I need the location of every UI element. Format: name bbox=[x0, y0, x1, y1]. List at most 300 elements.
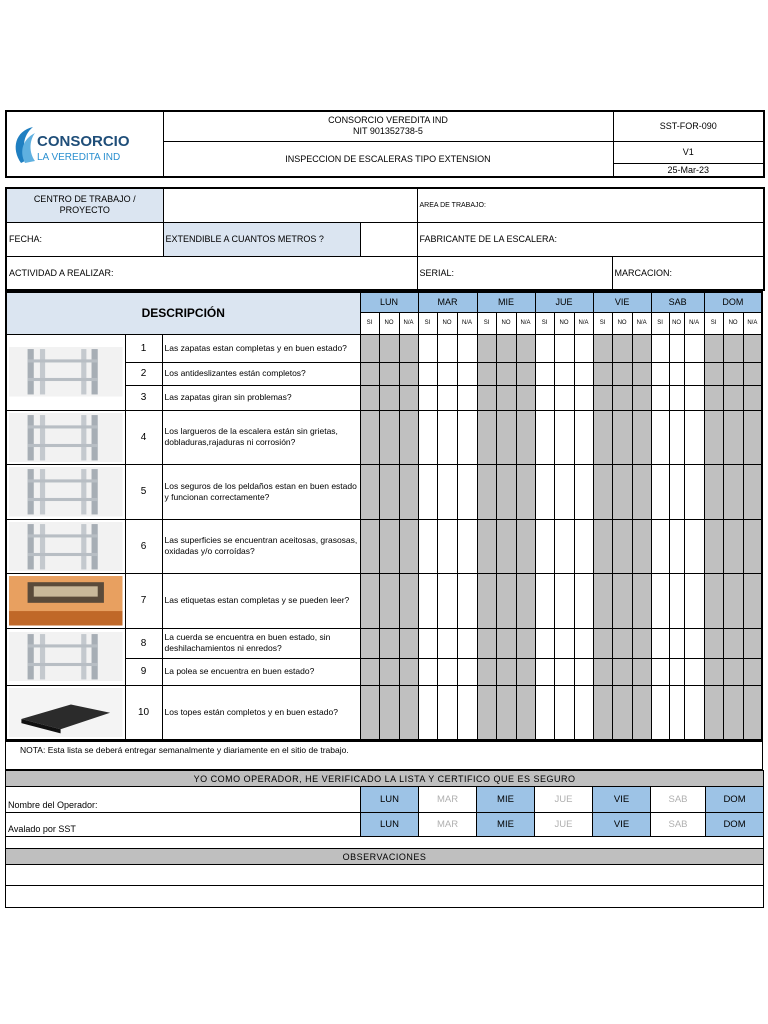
check-cell-dom-no[interactable] bbox=[723, 410, 743, 465]
sub-header-no: NO bbox=[496, 312, 516, 334]
check-cell-lun-no[interactable] bbox=[379, 519, 399, 574]
check-cell-dom-na[interactable] bbox=[743, 334, 762, 362]
check-cell-sab-no[interactable] bbox=[669, 385, 684, 410]
check-cell-mar-si[interactable] bbox=[418, 465, 437, 520]
check-cell-lun-na[interactable] bbox=[399, 685, 418, 740]
check-cell-jue-no[interactable] bbox=[554, 465, 574, 520]
check-cell-vie-no[interactable] bbox=[612, 465, 632, 520]
actividad-label[interactable]: ACTIVIDAD A REALIZAR: bbox=[6, 256, 417, 290]
nota-section bbox=[5, 741, 763, 770]
check-cell-mar-na[interactable] bbox=[457, 410, 477, 465]
company-logo bbox=[6, 111, 163, 177]
checklist-grid bbox=[5, 291, 763, 741]
check-cell-mar-na[interactable] bbox=[457, 685, 477, 740]
check-cell-dom-si[interactable] bbox=[704, 685, 723, 740]
check-cell-dom-na[interactable] bbox=[743, 574, 762, 629]
fabricante-label[interactable]: FABRICANTE DE LA ESCALERA: bbox=[417, 222, 764, 256]
check-cell-lun-na[interactable] bbox=[399, 465, 418, 520]
check-cell-jue-si[interactable] bbox=[535, 574, 554, 629]
checklist-row bbox=[6, 574, 762, 629]
check-cell-jue-na[interactable] bbox=[574, 658, 593, 685]
check-cell-sab-no[interactable] bbox=[669, 574, 684, 629]
check-cell-sab-si[interactable] bbox=[651, 385, 669, 410]
check-cell-dom-na[interactable] bbox=[743, 385, 762, 410]
signature-day-dom[interactable]: DOM bbox=[706, 787, 764, 813]
signature-day-lun[interactable]: LUN bbox=[361, 813, 419, 837]
check-cell-dom-si[interactable] bbox=[704, 658, 723, 685]
signature-day-jue[interactable]: JUE bbox=[535, 787, 593, 813]
check-cell-mar-na[interactable] bbox=[457, 628, 477, 658]
sub-header-si: SI bbox=[477, 312, 496, 334]
check-cell-mie-no[interactable] bbox=[496, 685, 516, 740]
check-cell-jue-no[interactable] bbox=[554, 628, 574, 658]
check-cell-lun-no[interactable] bbox=[379, 334, 399, 362]
check-cell-lun-si[interactable] bbox=[360, 385, 379, 410]
sub-header-no: NO bbox=[612, 312, 632, 334]
check-cell-sab-na[interactable] bbox=[684, 362, 704, 385]
check-cell-sab-na[interactable] bbox=[684, 334, 704, 362]
company-name: CONSORCIO VEREDITA IND bbox=[328, 115, 448, 126]
check-cell-mar-si[interactable] bbox=[418, 362, 437, 385]
check-cell-lun-si[interactable] bbox=[360, 658, 379, 685]
check-cell-lun-na[interactable] bbox=[399, 410, 418, 465]
check-cell-vie-no[interactable] bbox=[612, 334, 632, 362]
check-cell-lun-si[interactable] bbox=[360, 574, 379, 629]
check-cell-vie-si[interactable] bbox=[593, 385, 612, 410]
check-cell-jue-no[interactable] bbox=[554, 385, 574, 410]
ladder-photo-icon bbox=[9, 632, 123, 682]
check-cell-mar-na[interactable] bbox=[457, 519, 477, 574]
item-description: Las etiquetas estan completas y se pueden leer? bbox=[162, 574, 360, 629]
check-cell-vie-no[interactable] bbox=[612, 628, 632, 658]
check-cell-sab-na[interactable] bbox=[684, 410, 704, 465]
check-cell-mie-si[interactable] bbox=[477, 334, 496, 362]
check-cell-jue-si[interactable] bbox=[535, 410, 554, 465]
signature-day-mie[interactable]: MIE bbox=[477, 787, 535, 813]
check-cell-vie-si[interactable] bbox=[593, 658, 612, 685]
check-cell-jue-na[interactable] bbox=[574, 465, 593, 520]
item-number: 8 bbox=[125, 628, 162, 658]
check-cell-mie-si[interactable] bbox=[477, 574, 496, 629]
check-cell-jue-no[interactable] bbox=[554, 658, 574, 685]
signature-day-sab[interactable]: SAB bbox=[651, 787, 706, 813]
check-cell-jue-na[interactable] bbox=[574, 574, 593, 629]
check-cell-jue-si[interactable] bbox=[535, 628, 554, 658]
check-cell-dom-no[interactable] bbox=[723, 334, 743, 362]
operador-label[interactable]: Nombre del Operador: bbox=[6, 787, 361, 813]
check-cell-sab-si[interactable] bbox=[651, 334, 669, 362]
item-description: Los seguros de los peldaños estan en buen estado y funcionan correctamente? bbox=[162, 465, 360, 520]
check-cell-dom-si[interactable] bbox=[704, 628, 723, 658]
check-cell-mie-na[interactable] bbox=[516, 362, 535, 385]
check-cell-vie-no[interactable] bbox=[612, 574, 632, 629]
check-cell-jue-si[interactable] bbox=[535, 519, 554, 574]
check-cell-lun-na[interactable] bbox=[399, 519, 418, 574]
check-cell-mie-na[interactable] bbox=[516, 658, 535, 685]
check-cell-lun-no[interactable] bbox=[379, 362, 399, 385]
check-cell-mie-na[interactable] bbox=[516, 628, 535, 658]
check-cell-vie-si[interactable] bbox=[593, 334, 612, 362]
check-cell-vie-na[interactable] bbox=[632, 410, 651, 465]
cert-statement: YO COMO OPERADOR, HE VERIFICADO LA LISTA Y CERTIFICO QUE ES SEGURO bbox=[6, 771, 764, 787]
check-cell-mar-na[interactable] bbox=[457, 385, 477, 410]
check-cell-mar-si[interactable] bbox=[418, 519, 437, 574]
item-description: La cuerda se encuentra en buen estado, sin deshilachamientos ni enredos? bbox=[162, 628, 360, 658]
check-cell-dom-no[interactable] bbox=[723, 574, 743, 629]
check-cell-mie-no[interactable] bbox=[496, 658, 516, 685]
check-cell-sab-no[interactable] bbox=[669, 628, 684, 658]
check-cell-vie-na[interactable] bbox=[632, 574, 651, 629]
check-cell-sab-si[interactable] bbox=[651, 658, 669, 685]
check-cell-mie-si[interactable] bbox=[477, 519, 496, 574]
check-cell-mar-si[interactable] bbox=[418, 385, 437, 410]
item-description: Los largueros de la escalera están sin grietas, dobladuras,rajaduras ni corrosión? bbox=[162, 410, 360, 465]
form-header bbox=[5, 110, 765, 178]
item-photo bbox=[6, 519, 125, 574]
check-cell-vie-na[interactable] bbox=[632, 362, 651, 385]
avalado-label[interactable]: Avalado por SST bbox=[6, 813, 361, 837]
fecha-label[interactable]: FECHA: bbox=[6, 222, 163, 256]
check-cell-vie-na[interactable] bbox=[632, 628, 651, 658]
check-cell-mar-si[interactable] bbox=[418, 574, 437, 629]
check-cell-sab-si[interactable] bbox=[651, 574, 669, 629]
check-cell-mar-na[interactable] bbox=[457, 658, 477, 685]
check-cell-sab-no[interactable] bbox=[669, 685, 684, 740]
check-cell-lun-no[interactable] bbox=[379, 385, 399, 410]
check-cell-vie-na[interactable] bbox=[632, 385, 651, 410]
check-cell-sab-si[interactable] bbox=[651, 362, 669, 385]
check-cell-lun-si[interactable] bbox=[360, 410, 379, 465]
check-cell-dom-no[interactable] bbox=[723, 658, 743, 685]
ladder-photo-icon bbox=[9, 467, 123, 517]
check-cell-sab-na[interactable] bbox=[684, 658, 704, 685]
check-cell-mar-si[interactable] bbox=[418, 658, 437, 685]
centro-field[interactable] bbox=[163, 188, 417, 222]
check-cell-jue-no[interactable] bbox=[554, 410, 574, 465]
check-cell-mie-na[interactable] bbox=[516, 334, 535, 362]
check-cell-mie-na[interactable] bbox=[516, 385, 535, 410]
check-cell-mie-si[interactable] bbox=[477, 385, 496, 410]
check-cell-mie-no[interactable] bbox=[496, 410, 516, 465]
check-cell-mie-no[interactable] bbox=[496, 519, 516, 574]
check-cell-dom-na[interactable] bbox=[743, 628, 762, 658]
check-cell-mar-no[interactable] bbox=[437, 362, 457, 385]
check-cell-lun-si[interactable] bbox=[360, 362, 379, 385]
signature-day-lun[interactable]: LUN bbox=[361, 787, 419, 813]
item-number: 2 bbox=[125, 362, 162, 385]
extendible-field[interactable] bbox=[360, 222, 417, 256]
form-date: 25-Mar-23 bbox=[613, 163, 764, 177]
check-cell-vie-si[interactable] bbox=[593, 628, 612, 658]
item-number: 7 bbox=[125, 574, 162, 629]
check-cell-jue-na[interactable] bbox=[574, 519, 593, 574]
check-cell-vie-no[interactable] bbox=[612, 658, 632, 685]
check-cell-lun-no[interactable] bbox=[379, 658, 399, 685]
check-cell-mar-no[interactable] bbox=[437, 465, 457, 520]
check-cell-vie-no[interactable] bbox=[612, 519, 632, 574]
sub-header-no: NO bbox=[554, 312, 574, 334]
check-cell-vie-si[interactable] bbox=[593, 519, 612, 574]
item-number: 1 bbox=[125, 334, 162, 362]
check-cell-sab-no[interactable] bbox=[669, 658, 684, 685]
check-cell-mar-si[interactable] bbox=[418, 334, 437, 362]
check-cell-mar-na[interactable] bbox=[457, 334, 477, 362]
form-code: SST-FOR-090 bbox=[613, 111, 764, 141]
item-photo bbox=[6, 685, 125, 740]
day-header-lun: LUN bbox=[360, 292, 418, 312]
check-cell-sab-na[interactable] bbox=[684, 465, 704, 520]
check-cell-vie-na[interactable] bbox=[632, 658, 651, 685]
check-cell-mie-na[interactable] bbox=[516, 465, 535, 520]
check-cell-mar-si[interactable] bbox=[418, 628, 437, 658]
check-cell-mar-no[interactable] bbox=[437, 334, 457, 362]
check-cell-vie-si[interactable] bbox=[593, 685, 612, 740]
marcacion-label[interactable]: MARCACION: bbox=[612, 256, 764, 290]
check-cell-dom-si[interactable] bbox=[704, 465, 723, 520]
logo-word2: LA VEREDITA IND bbox=[37, 152, 121, 163]
check-cell-sab-no[interactable] bbox=[669, 519, 684, 574]
check-cell-sab-si[interactable] bbox=[651, 519, 669, 574]
checklist-row bbox=[6, 334, 762, 362]
check-cell-vie-no[interactable] bbox=[612, 410, 632, 465]
ladder-label-photo-icon bbox=[9, 576, 123, 626]
check-cell-lun-no[interactable] bbox=[379, 465, 399, 520]
sub-header-si: SI bbox=[418, 312, 437, 334]
check-cell-mie-no[interactable] bbox=[496, 334, 516, 362]
check-cell-mar-no[interactable] bbox=[437, 519, 457, 574]
check-cell-lun-si[interactable] bbox=[360, 465, 379, 520]
check-cell-vie-si[interactable] bbox=[593, 362, 612, 385]
sub-header-si: SI bbox=[535, 312, 554, 334]
check-cell-jue-si[interactable] bbox=[535, 362, 554, 385]
check-cell-dom-na[interactable] bbox=[743, 410, 762, 465]
check-cell-mar-na[interactable] bbox=[457, 465, 477, 520]
check-cell-lun-si[interactable] bbox=[360, 334, 379, 362]
check-cell-jue-na[interactable] bbox=[574, 362, 593, 385]
check-cell-dom-na[interactable] bbox=[743, 519, 762, 574]
extendible-label: EXTENDIBLE A CUANTOS METROS ? bbox=[163, 222, 360, 256]
check-cell-lun-no[interactable] bbox=[379, 685, 399, 740]
check-cell-vie-na[interactable] bbox=[632, 334, 651, 362]
sub-header-si: SI bbox=[651, 312, 669, 334]
serial-label[interactable]: SERIAL: bbox=[417, 256, 612, 290]
signature-day-vie[interactable]: VIE bbox=[593, 787, 651, 813]
check-cell-dom-no[interactable] bbox=[723, 519, 743, 574]
check-cell-mar-na[interactable] bbox=[457, 574, 477, 629]
check-cell-jue-na[interactable] bbox=[574, 410, 593, 465]
check-cell-dom-na[interactable] bbox=[743, 465, 762, 520]
check-cell-lun-si[interactable] bbox=[360, 519, 379, 574]
company-nit: NIT 901352738-5 bbox=[353, 126, 423, 137]
check-cell-mie-si[interactable] bbox=[477, 628, 496, 658]
item-description: Los antideslizantes están completos? bbox=[162, 362, 360, 385]
check-cell-mie-si[interactable] bbox=[477, 362, 496, 385]
sub-header-na: N/A bbox=[399, 312, 418, 334]
signature-day-jue[interactable]: JUE bbox=[535, 813, 593, 837]
item-photo bbox=[6, 574, 125, 629]
item-number: 9 bbox=[125, 658, 162, 685]
check-cell-mie-si[interactable] bbox=[477, 410, 496, 465]
check-cell-vie-na[interactable] bbox=[632, 685, 651, 740]
check-cell-jue-si[interactable] bbox=[535, 385, 554, 410]
check-cell-mar-no[interactable] bbox=[437, 628, 457, 658]
check-cell-lun-si[interactable] bbox=[360, 685, 379, 740]
check-cell-mar-no[interactable] bbox=[437, 574, 457, 629]
check-cell-mar-na[interactable] bbox=[457, 362, 477, 385]
check-cell-lun-no[interactable] bbox=[379, 410, 399, 465]
check-cell-jue-no[interactable] bbox=[554, 334, 574, 362]
check-cell-dom-na[interactable] bbox=[743, 658, 762, 685]
check-cell-lun-no[interactable] bbox=[379, 574, 399, 629]
check-cell-dom-no[interactable] bbox=[723, 628, 743, 658]
sub-header-si: SI bbox=[704, 312, 723, 334]
check-cell-jue-na[interactable] bbox=[574, 334, 593, 362]
check-cell-sab-si[interactable] bbox=[651, 685, 669, 740]
check-cell-lun-na[interactable] bbox=[399, 628, 418, 658]
check-cell-sab-na[interactable] bbox=[684, 519, 704, 574]
check-cell-sab-si[interactable] bbox=[651, 628, 669, 658]
check-cell-mie-na[interactable] bbox=[516, 574, 535, 629]
check-cell-sab-si[interactable] bbox=[651, 410, 669, 465]
signature-day-dom[interactable]: DOM bbox=[706, 813, 764, 837]
check-cell-jue-no[interactable] bbox=[554, 574, 574, 629]
ladder-stopper-photo-icon bbox=[9, 688, 123, 738]
check-cell-dom-si[interactable] bbox=[704, 362, 723, 385]
check-cell-jue-no[interactable] bbox=[554, 362, 574, 385]
inspection-form bbox=[5, 110, 763, 908]
check-cell-mie-si[interactable] bbox=[477, 465, 496, 520]
check-cell-sab-na[interactable] bbox=[684, 574, 704, 629]
check-cell-mie-si[interactable] bbox=[477, 658, 496, 685]
item-description: Las superficies se encuentran aceitosas, grasosas, oxidadas y/o corroídas? bbox=[162, 519, 360, 574]
check-cell-jue-si[interactable] bbox=[535, 685, 554, 740]
check-cell-mar-no[interactable] bbox=[437, 410, 457, 465]
check-cell-dom-na[interactable] bbox=[743, 685, 762, 740]
check-cell-dom-no[interactable] bbox=[723, 385, 743, 410]
signature-day-mie[interactable]: MIE bbox=[477, 813, 535, 837]
check-cell-vie-no[interactable] bbox=[612, 685, 632, 740]
observaciones-header: OBSERVACIONES bbox=[6, 849, 764, 865]
check-cell-lun-na[interactable] bbox=[399, 334, 418, 362]
check-cell-mar-si[interactable] bbox=[418, 685, 437, 740]
check-cell-mie-na[interactable] bbox=[516, 685, 535, 740]
item-number: 4 bbox=[125, 410, 162, 465]
check-cell-dom-si[interactable] bbox=[704, 519, 723, 574]
check-cell-sab-no[interactable] bbox=[669, 334, 684, 362]
checklist-row bbox=[6, 628, 762, 658]
signature-day-vie[interactable]: VIE bbox=[593, 813, 651, 837]
check-cell-mie-na[interactable] bbox=[516, 410, 535, 465]
check-cell-mar-si[interactable] bbox=[418, 410, 437, 465]
checklist-row bbox=[6, 519, 762, 574]
check-cell-jue-no[interactable] bbox=[554, 685, 574, 740]
checklist-row bbox=[6, 465, 762, 520]
check-cell-dom-si[interactable] bbox=[704, 385, 723, 410]
item-number: 6 bbox=[125, 519, 162, 574]
check-cell-jue-si[interactable] bbox=[535, 465, 554, 520]
check-cell-dom-no[interactable] bbox=[723, 685, 743, 740]
sub-header-no: NO bbox=[437, 312, 457, 334]
check-cell-mie-no[interactable] bbox=[496, 465, 516, 520]
check-cell-sab-si[interactable] bbox=[651, 465, 669, 520]
check-cell-vie-na[interactable] bbox=[632, 519, 651, 574]
check-cell-dom-no[interactable] bbox=[723, 362, 743, 385]
item-photo bbox=[6, 410, 125, 465]
check-cell-dom-si[interactable] bbox=[704, 574, 723, 629]
observaciones-line-2[interactable] bbox=[6, 886, 764, 908]
item-photo bbox=[6, 465, 125, 520]
signature-day-sab[interactable]: SAB bbox=[651, 813, 706, 837]
check-cell-vie-no[interactable] bbox=[612, 385, 632, 410]
item-number: 10 bbox=[125, 685, 162, 740]
sub-header-no: NO bbox=[379, 312, 399, 334]
sub-header-na: N/A bbox=[574, 312, 593, 334]
check-cell-jue-si[interactable] bbox=[535, 334, 554, 362]
form-version: V1 bbox=[613, 141, 764, 163]
check-cell-mie-na[interactable] bbox=[516, 519, 535, 574]
area-label[interactable]: AREA DE TRABAJO: bbox=[417, 188, 764, 222]
check-cell-sab-na[interactable] bbox=[684, 628, 704, 658]
check-cell-mar-no[interactable] bbox=[437, 658, 457, 685]
check-cell-sab-na[interactable] bbox=[684, 685, 704, 740]
check-cell-vie-si[interactable] bbox=[593, 574, 612, 629]
check-cell-jue-na[interactable] bbox=[574, 685, 593, 740]
check-cell-jue-na[interactable] bbox=[574, 628, 593, 658]
check-cell-mie-no[interactable] bbox=[496, 628, 516, 658]
check-cell-lun-na[interactable] bbox=[399, 362, 418, 385]
check-cell-dom-na[interactable] bbox=[743, 362, 762, 385]
check-cell-mie-no[interactable] bbox=[496, 574, 516, 629]
signature-day-mar[interactable]: MAR bbox=[419, 787, 477, 813]
check-cell-dom-no[interactable] bbox=[723, 465, 743, 520]
info-section bbox=[5, 187, 765, 291]
check-cell-vie-si[interactable] bbox=[593, 465, 612, 520]
check-cell-mie-no[interactable] bbox=[496, 385, 516, 410]
check-cell-jue-na[interactable] bbox=[574, 385, 593, 410]
check-cell-vie-na[interactable] bbox=[632, 465, 651, 520]
checklist-row bbox=[6, 685, 762, 740]
check-cell-mie-si[interactable] bbox=[477, 685, 496, 740]
check-cell-dom-si[interactable] bbox=[704, 410, 723, 465]
signature-day-mar[interactable]: MAR bbox=[419, 813, 477, 837]
day-header-dom: DOM bbox=[704, 292, 762, 312]
check-cell-vie-si[interactable] bbox=[593, 410, 612, 465]
sub-header-si: SI bbox=[360, 312, 379, 334]
check-cell-mar-no[interactable] bbox=[437, 385, 457, 410]
observaciones-line-1[interactable] bbox=[6, 865, 764, 886]
check-cell-mar-no[interactable] bbox=[437, 685, 457, 740]
check-cell-lun-na[interactable] bbox=[399, 385, 418, 410]
check-cell-lun-si[interactable] bbox=[360, 628, 379, 658]
check-cell-sab-no[interactable] bbox=[669, 362, 684, 385]
check-cell-vie-no[interactable] bbox=[612, 362, 632, 385]
check-cell-lun-na[interactable] bbox=[399, 574, 418, 629]
check-cell-lun-na[interactable] bbox=[399, 658, 418, 685]
check-cell-sab-no[interactable] bbox=[669, 410, 684, 465]
check-cell-sab-na[interactable] bbox=[684, 385, 704, 410]
check-cell-jue-no[interactable] bbox=[554, 519, 574, 574]
check-cell-jue-si[interactable] bbox=[535, 658, 554, 685]
check-cell-sab-no[interactable] bbox=[669, 465, 684, 520]
check-cell-dom-si[interactable] bbox=[704, 334, 723, 362]
item-description: Las zapatas giran sin problemas? bbox=[162, 385, 360, 410]
sub-header-na: N/A bbox=[632, 312, 651, 334]
item-number: 5 bbox=[125, 465, 162, 520]
check-cell-lun-no[interactable] bbox=[379, 628, 399, 658]
ladder-photo-icon bbox=[9, 413, 123, 463]
check-cell-mie-no[interactable] bbox=[496, 362, 516, 385]
logo-swoosh-icon bbox=[7, 113, 157, 173]
